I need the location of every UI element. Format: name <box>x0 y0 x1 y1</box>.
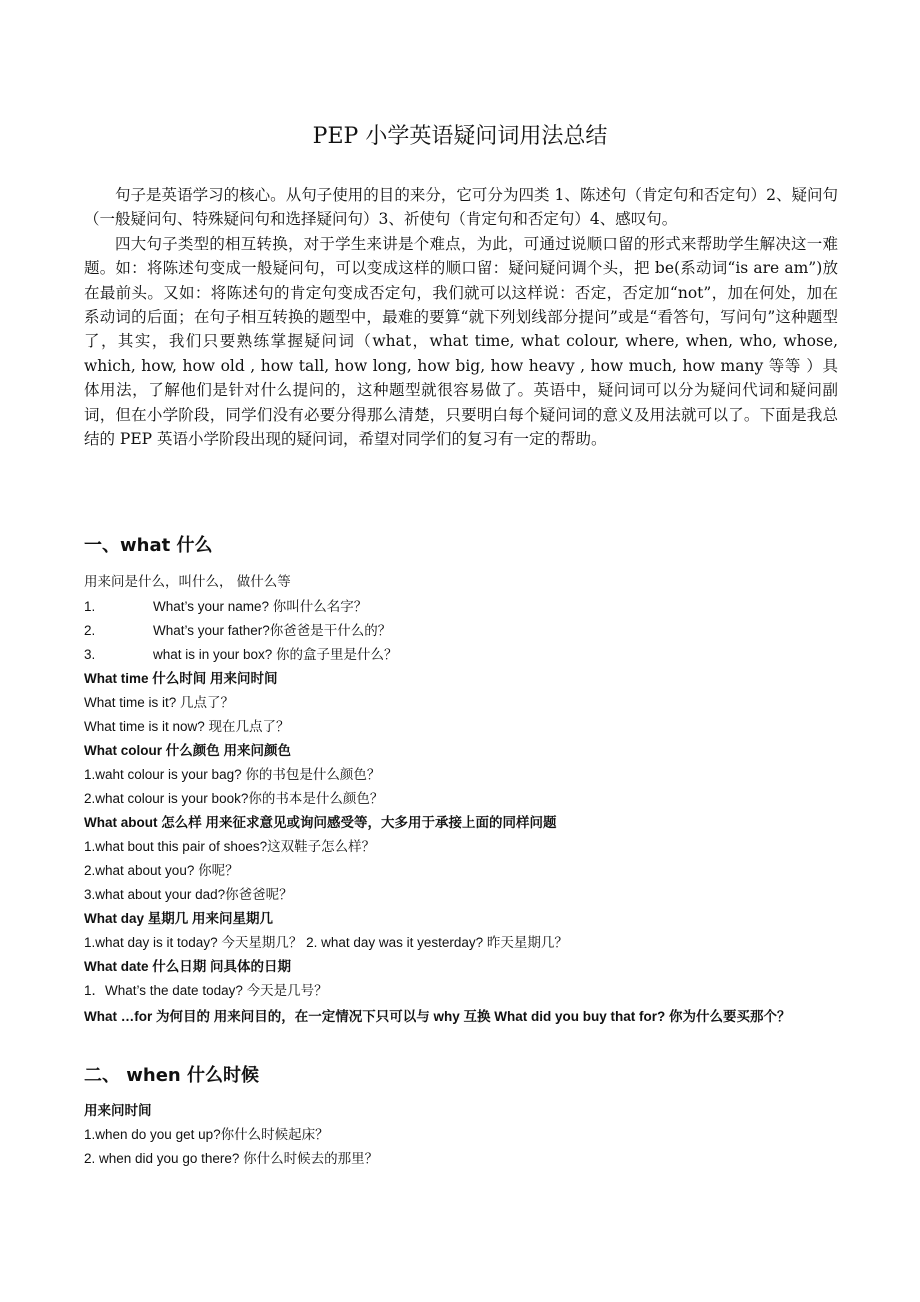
example-text: What’s your father?你爸爸是干什么的？ <box>153 623 392 638</box>
what-time-heading: What time 什么时间 用来问时间 <box>84 671 278 686</box>
what-day-line-1: 1.what day is it today? 今天星期几？ 2. what day was it yesterday? 昨天星期几？ <box>84 935 568 950</box>
what-example-2 <box>84 621 844 641</box>
what-about-line-3: 3.what about your dad?你爸爸呢？ <box>84 887 293 902</box>
what-date-heading: What date 什么日期 问具体的日期 <box>84 959 292 974</box>
what-about-heading: What about 怎么样 用来征求意见或询问感受等，大多用于承接上面的同样问题 <box>84 815 557 830</box>
what-colour-line-2: 2.what colour is your book?你的书本是什么颜色？ <box>84 791 384 806</box>
page-title: PEP 小学英语疑问词用法总结 <box>312 124 608 149</box>
section-heading-when: 二、 when 什么时候 <box>84 1065 259 1086</box>
when-line-2: 2. when did you go there? 你什么时候去的那里？ <box>84 1151 379 1166</box>
when-line-1: 1.when do you get up?你什么时候起床？ <box>84 1127 329 1142</box>
example-number: 3. <box>84 647 96 662</box>
example-text: what is in your box? 你的盒子里是什么？ <box>153 647 398 662</box>
what-colour-line-1: 1.waht colour is your bag? 你的书包是什么颜色？ <box>84 767 381 782</box>
what-about-line-2: 2.what about you? 你呢？ <box>84 863 239 878</box>
what-example-3 <box>84 645 844 665</box>
what-for-paragraph: What …for 为何目的 用来问目的，在一定情况下只可以与 why 互换 What did you buy that for? 你为什么要买那个？ <box>84 1009 791 1024</box>
what-day-heading: What day 星期几 用来问星期几 <box>84 911 274 926</box>
section-heading-what: 一、what 什么 <box>84 535 213 556</box>
intro-paragraph-1: 句子是英语学习的核心。从句子使用的目的来分，它可分为四类 1、陈述句（肯定句和否定句）2、疑问句（一般疑问句、特殊疑问句和选择疑问句）3、祈使句（肯定句和否定句）4、感叹句。 <box>84 186 838 229</box>
what-example-1 <box>84 597 844 617</box>
when-usage: 用来问时间 <box>84 1103 152 1118</box>
what-usage: 用来问是什么，叫什么， 做什么等 <box>84 574 291 590</box>
example-number: 2. <box>84 623 96 638</box>
intro-paragraph-2: 四大句子类型的相互转换，对于学生来讲是个难点，为此，可通过说顺口留的形式来帮助学生解决这一难题。如：将陈述句变成一般疑问句，可以变成这样的顺口留：疑问疑问调个头，把 be(系动词“is are am”)放在最前头。又如：将陈述句的肯定句变成否定句，我们就可以这样说：否定，否定加“not”，加在何处，加在系动词的后面；在句子相互转换的题型中，最难的要算“就下列划线部分提问”或是“看答句，写问句”这种题型了，其实，我们只要熟练掌握疑问词（what，what time, what colour, where, when, who, whose, which, how, how old , how tall, how long, how big, how heavy , how much, how many 等等 ）具体用法，了解他们是针对什么提问的，这种题型就很容易做了。英语中，疑问词可以分为疑问代词和疑问副词，但在小学阶段，同学们没有必要分得那么清楚，只要明白每个疑问词的意义及用法就可以了。下面是我总结的 PEP 英语小学阶段出现的疑问词，希望对同学们的复习有一定的帮助。 <box>84 234 838 449</box>
what-about-line-1: 1.what bout this pair of shoes?这双鞋子怎么样？ <box>84 839 376 854</box>
what-time-line-1: What time is it? 几点了？ <box>84 695 235 710</box>
example-number: 1. <box>84 599 96 614</box>
example-text: What’s your name? 你叫什么名字？ <box>153 599 368 614</box>
what-date-line-1: 1．What’s the date today? 今天是几号？ <box>84 983 328 998</box>
intro-section <box>84 183 838 451</box>
what-colour-heading: What colour 什么颜色 用来问颜色 <box>84 743 291 758</box>
what-time-line-2: What time is it now? 现在几点了？ <box>84 719 290 734</box>
